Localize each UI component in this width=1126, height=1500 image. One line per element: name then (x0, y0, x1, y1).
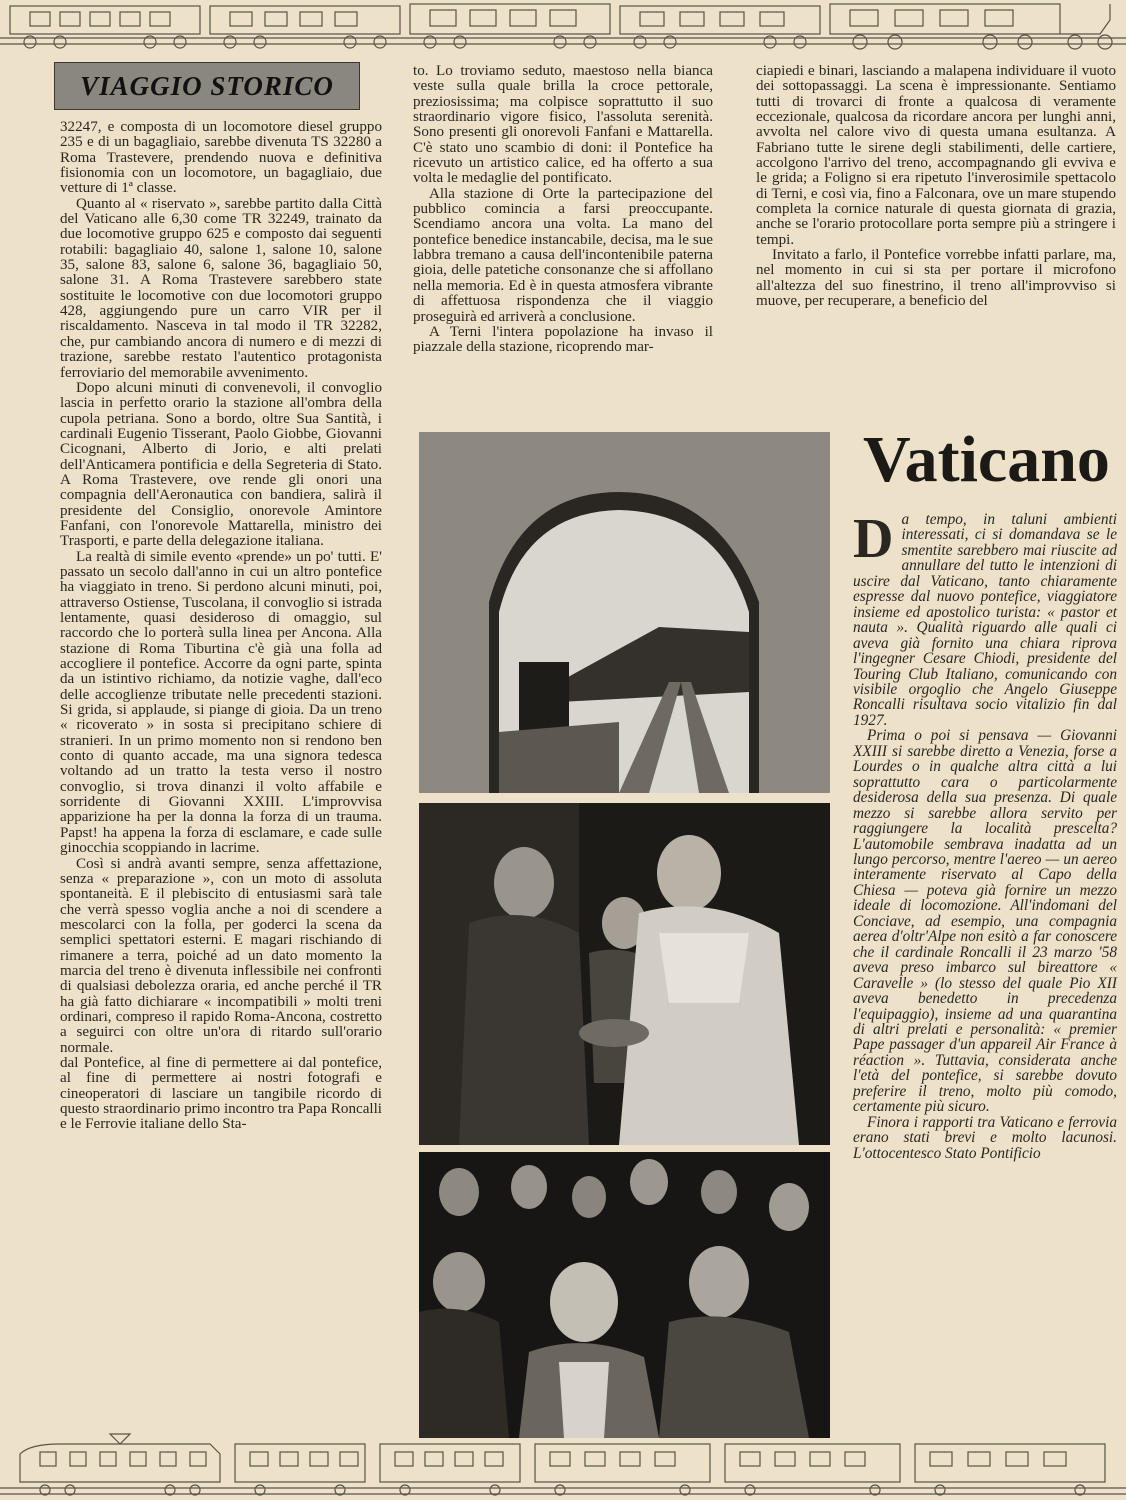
article-column-1 (60, 120, 382, 1133)
intro-paragraph: Prima o poi si pensava — Giovanni XXIII si sarebbe diretto a Venezia, forse a Lourdes o in qualche altra città a lui soprattutto cara o particolarmente desiderosa della sua presenza. Di quale mezzo si sarebbe allora servito per raggiungere la località prescelta? L'automobile sembrava inadatta ad un lungo percorso, mentre l'aereo — un aereo interamente riservato al Capo della Chiesa — poteva già fornire un mezzo ideale di locomozione. All'indomani del Conciave, ad esempio, una compagnia aerea d'oltr'Alpe non esitò a far conoscere che il cardinale Roncalli il 23 marzo '58 aveva preso imbarco sul bireattore « Caravelle » (lo stesso del quale Pio XII aveva benedetto in precedenza l'equipaggio), insieme ad una quarantina di altri prelati e personalità: « premier Pape passager d'un appareil Air France à réaction ». Tuttavia, considerata anche l'età del pontefice, si sarebbe dovuto preferire il treno, molto più comodo, certamente più sicuro. (853, 727, 1117, 1116)
column1-paragraph: Così si andrà avanti sempre, senza affettazione, senza « preparazione », con un moto di assoluta spontaneità. E il plebiscito di entusiasmi sarà tale che verrà spesso voglia anche a noi di scendere a mescolarci con la folla, per goderci la scena da semplici spettatori esterni. E magari rischiando di rimanere a terra, poiché ad un dato momento la marcia del treno è divenuta inflessibile nei confronti di qualsiasi debolezza oraria, ed anche perché il TR ha già fatto dichiarare « incompatibili » molti treni ordinari, compreso il rapido Roma-Ancona, costretto a seguirci con oltre un'ora di ritardo sull'orario normale. (60, 855, 382, 1056)
section-label: VIAGGIO STORICO (80, 70, 334, 101)
intro-paragraph: Finora i rapporti tra Vaticano e ferrovia erano stati brevi e molto lacunosi. L'ottocentesco Stato Pontificio (853, 1113, 1117, 1162)
bottom-train-border (0, 1432, 1126, 1500)
article-column-2 (413, 64, 713, 356)
column2-paragraph: A Terni l'intera popolazione ha invaso il piazzale della stazione, ricoprendo mar- (413, 323, 713, 356)
top-train-border (0, 0, 1126, 52)
column2-paragraph: to. Lo troviamo seduto, maestoso nella bianca veste sulla quale brilla la croce pettorale, preziosissima; ma colpisce soprattutto il suo straordinario vigore fisico, l'assoluta serenità. Sono presenti gli onorevoli Fanfani e Mattarella. C'è stato uno scambio di doni: il Pontefice ha ricevuto un artistico calice, ed ha offerto a sua volta le medaglie del pontificato. (413, 63, 713, 187)
column2-paragraph: Alla stazione di Orte la partecipazione del pubblico comincia a farsi preoccupante. Scendiamo ancora una volta. La mano del pontefice benedice instancabile, decisa, ma le sue labbra tremano a causa dell'incontenibile paterna gioia, delle patetiche consonanze che si affollano nella memoria. Ed è in questa atmosfera vibrante di affettuosa rispondenza che il viaggio proseguirà ed arriverà a conclusione. (413, 185, 713, 325)
photo-train-under-arch (419, 432, 830, 793)
article-intro (853, 508, 1117, 1162)
drop-cap: D (853, 508, 894, 570)
column1-paragraph: 32247, e composta di un locomotore diesel gruppo 235 e di un bagagliaio, sarebbe divenuta TS 32280 a Roma Trastevere, prendendo nuova e definitiva fisionomia con un locomotore, un bagagliaio, due vetture di 1ª classe. (60, 119, 382, 197)
column1-paragraph: Dopo alcuni minuti di convenevoli, il convoglio lascia in perfetto orario la stazione all'ombra della cupola petriana. Sono a bordo, oltre Sua Santità, i cardinali Eugenio Tisserant, Paolo Giobbe, Giovanni Cicognani, Alberto di Jorio, e alti prelati dell'Anticamera pontificia e della Segreteria di Stato. A Roma Trastevere, ove rende gli onori una compagnia dell'Aeronautica con bandiera, salirà il presidente del Consiglio, onorevole Amintore Fanfani, con l'onorevole Mattarella, ministro dei Trasporti, e parte della delegazione italiana. (60, 379, 382, 550)
column3-paragraph: Invitato a farlo, il Pontefice vorrebbe infatti parlare, ma, nel momento in cui si sta per portare il microfono all'altezza del suo finestrino, il treno all'improvviso si muove, per recuperare, a beneficio del (756, 247, 1116, 310)
article-column-3 (756, 64, 1116, 310)
column3-paragraph: ciapiedi e binari, lasciando a malapena individuare il vuoto dei sottopassaggi. La scena è impressionante. Sentiamo tutti di trovarci di fronte a qualcosa di veramente eccezionale, qualcosa da ricordare ancora per lunghi anni, avvolta nel calore vivo di questa umana esultanza. A Fabriano tutte le sirene degli stabilimenti, delle cartiere, accolgono l'arrivo del treno, accompagnando gli evviva e le grida; a Foligno si era ripetuto l'inverosimile spettacolo di Terni, e così via, fino a Falconara, ove un mare stupendo completa la cornice naturale di questa giornata di grazia, anche se l'orario protocollare porta sempre più a stringere i tempi. (756, 63, 1116, 248)
headline: Vaticano (863, 423, 1110, 496)
section-label-box (54, 62, 360, 110)
intro-lead-paragraph (853, 508, 1117, 729)
photo-pope-meeting (419, 803, 830, 1145)
column1-paragraph: dal Pontefice, al fine di permettere ai dal pontefice, al fine di permettere ai nostri fotografi e cineoperatori di lasciare un tangibile ricordo di questo straordinario primo incontro tra Papa Roncalli e le Ferrovie italiane dello Sta- (60, 1054, 382, 1133)
intro-first-paragraph: a tempo, in taluni ambienti interessati, ci si domandava se le smentite sarebbero mai riuscite ad annullare del tutto le intenzioni di uscire dal Vaticano, tanto chiaramente espresse dal nuovo pontefice, viaggiatore insieme ed apostolico turista: « pastor et nauta ». Qualità riguardo alle quali ci aveva già fornito una chiara riprova l'ingegner Cesare Chiodi, presidente del Touring Club Italiano, comunicando con visibile orgoglio che Angelo Giuseppe Roncalli risultava socio vitalizio fin dal 1927. (853, 511, 1117, 729)
column1-paragraph: Quanto al « riservato », sarebbe partito dalla Città del Vaticano alle 6,30 come TR 32249, trainato da due locomotive gruppo 625 e composto dai seguenti rotabili: bagagliaio 40, salone 1, salone 10, salone 35, salone 83, salone 6, salone 36, bagagliaio 50, salone 31. A Roma Trastevere sarebbero state sostituite le locomotive con due locomotori gruppo 428, aggiungendo pure un carro VIR per il riscaldamento. Nasceva in tal modo il TR 32282, che, pur cambiando ancora di numero e di mezzi di trazione, sarebbe restato l'autentico protagonista ferroviario del memorabile avvenimento. (60, 195, 382, 381)
photo-pope-with-crowd (419, 1152, 830, 1438)
column1-paragraph: La realtà di simile evento «prende» un po' tutti. E' passato un secolo dall'anno in cui un altro pontefice ha viaggiato in treno. Si perdono alcuni minuti, poi, attraverso Ostiense, Tuscolana, il convoglio si istrada lentamente, quasi desideroso di omaggio, sul raccordo che lo porterà sulla linea per Ancona. Alla stazione di Roma Tiburtina c'è già una folla ad accogliere il pontefice. Accorre da ogni parte, spinta da un istintivo richiamo, da notizie vaghe, dall'eco delle accoglienze tributate nelle precedenti stazioni. Si grida, si applaude, si piange di gioia. Da un treno « ricoverato » in sosta si precipitano schiere di stranieri. In un primo momento non si rendono ben conto di quanto accade, ma una signora tedesca voltando ad un tratto la testa verso il nostro convoglio, si trova dinanzi il volto affabile e sorridente di Giovanni XXIII. L'improvvisa apparizione ha per la donna la forza di un trauma. Papst! ha appena la forza di esclamare, e cade sulle ginocchia scoppiando in lacrime. (60, 548, 382, 857)
